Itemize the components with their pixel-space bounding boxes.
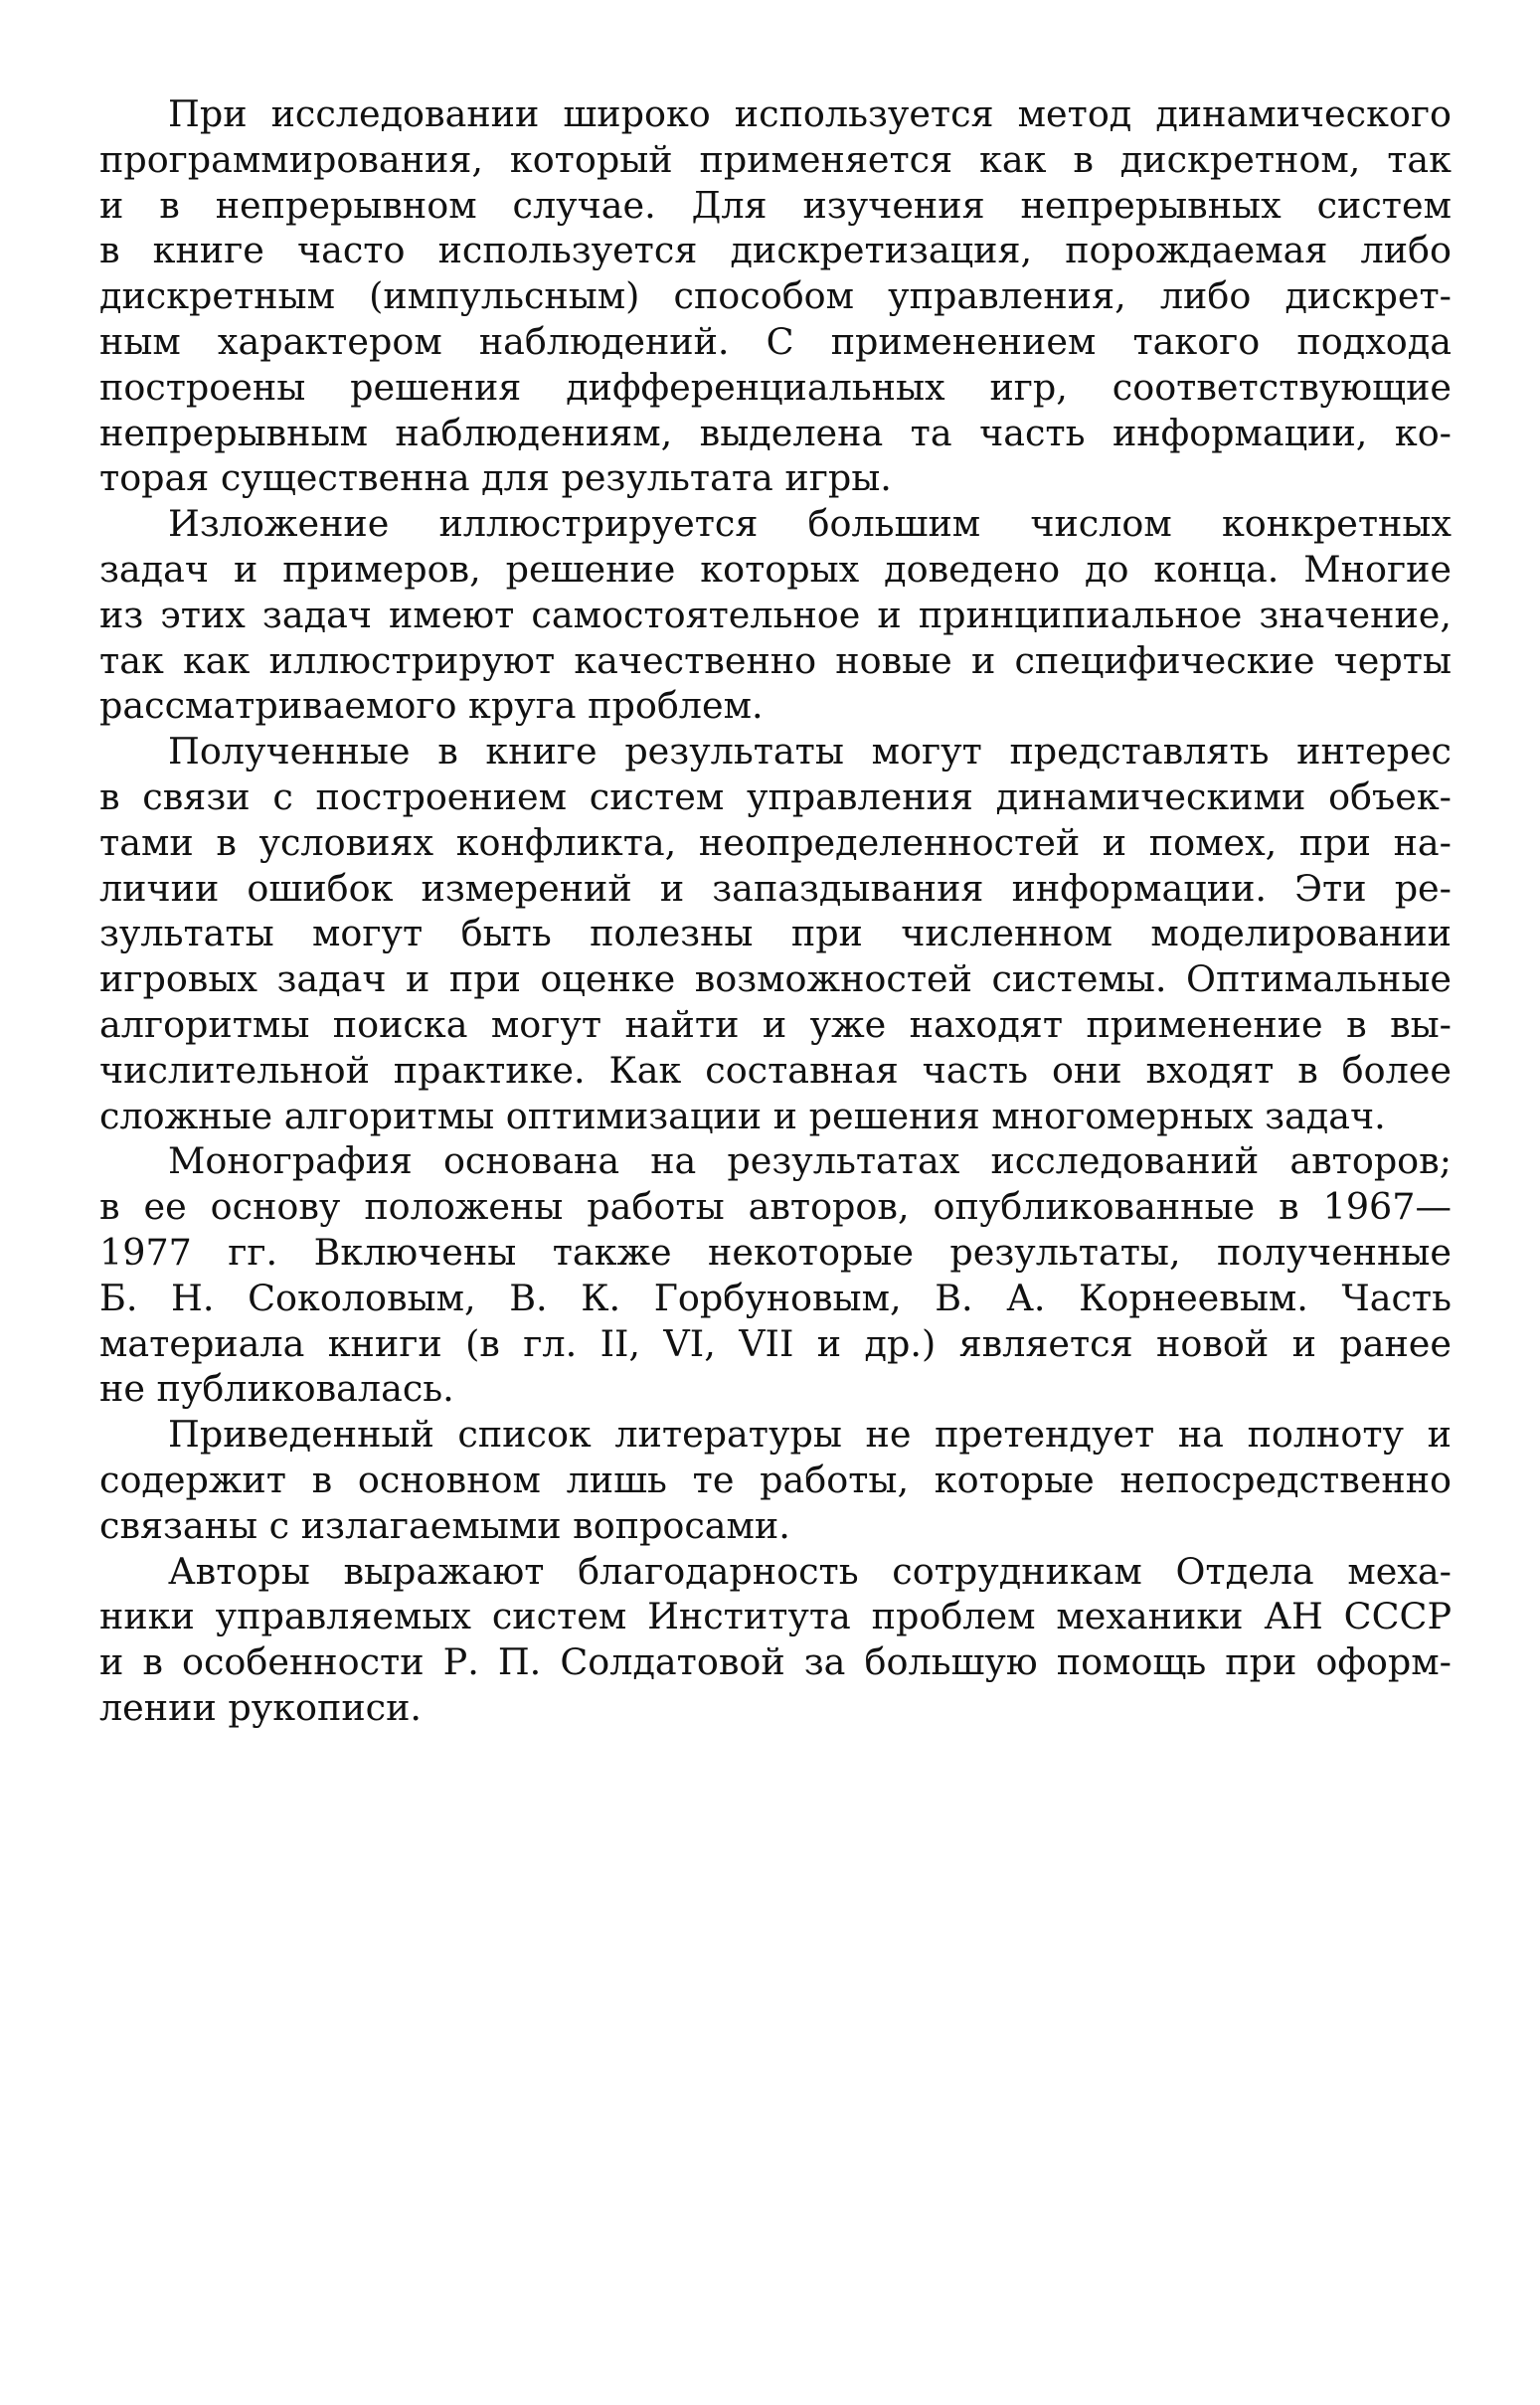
text-line: так как иллюстрируют качественно новые и специфические черты	[99, 638, 1452, 682]
text-line: в книге часто используется дискретизация, порождаемая либо	[99, 229, 1452, 272]
text-line: в связи с построением систем управления динамическими объек-	[99, 774, 1452, 818]
text-line: и в особенности Р. П. Солдатовой за большую помощь при оформ-	[99, 1640, 1452, 1684]
text-line: рассматриваемого круга проблем.	[99, 684, 764, 728]
paragraph-literature	[99, 1412, 1452, 1548]
text-line: Монография основана на результатах исследований авторов;	[168, 1139, 1452, 1183]
text-line: ники управляемых систем Института проблем механики АН СССР	[99, 1595, 1452, 1638]
text-line: торая существенна для результата игры.	[99, 456, 892, 500]
text-line: и в непрерывном случае. Для изучения непрерывных систем	[99, 183, 1452, 227]
text-line: алгоритмы поиска могут найти и уже находят применение в вы-	[99, 1002, 1452, 1046]
paragraph-method	[99, 91, 1452, 501]
text-line: материала книги (в гл. II, VI, VII и др.) является новой и ранее	[99, 1321, 1452, 1365]
text-line: 1977 гг. Включены также некоторые результаты, полученные	[99, 1230, 1452, 1274]
text-line: содержит в основном лишь те работы, которые непосредственно	[99, 1458, 1452, 1501]
paragraph-acknowledgments	[99, 1549, 1452, 1731]
text-line: сложные алгоритмы оптимизации и решения многомерных задач.	[99, 1094, 1386, 1137]
text-line: Изложение иллюстрируется большим числом конкретных	[168, 502, 1452, 546]
text-line: Полученные в книге результаты могут представлять интерес	[168, 730, 1452, 773]
text-line: непрерывным наблюдениям, выделена та часть информации, ко-	[99, 411, 1452, 454]
text-line: Б. Н. Соколовым, В. К. Горбуновым, В. А. Корнеевым. Часть	[99, 1276, 1452, 1319]
paragraph-examples	[99, 501, 1452, 729]
text-line: связаны с излагаемыми вопросами.	[99, 1503, 790, 1547]
text-line: При исследовании широко используется метод динамического	[168, 92, 1452, 135]
text-line: Приведенный список литературы не претендует на полноту и	[168, 1413, 1452, 1457]
text-line: лении рукописи.	[99, 1685, 423, 1729]
paragraph-results	[99, 729, 1452, 1138]
text-line: программирования, который применяется как в дискретном, так	[99, 137, 1452, 181]
text-line: игровых задач и при оценке возможностей системы. Оптимальные	[99, 957, 1452, 1001]
text-line: из этих задач имеют самостоятельное и принципиальное значение,	[99, 593, 1452, 636]
text-line: личии ошибок измерений и запаздывания информации. Эти ре-	[99, 866, 1452, 910]
text-line: ным характером наблюдений. С применением такого подхода	[99, 319, 1452, 363]
text-line: зультаты могут быть полезны при численном моделировании	[99, 912, 1452, 955]
body-text	[99, 91, 1452, 1731]
text-line: Авторы выражают благодарность сотрудникам Отдела меха-	[168, 1549, 1452, 1593]
text-line: не публиковалась.	[99, 1367, 454, 1411]
text-line: тами в условиях конфликта, неопределенностей и помех, при на-	[99, 820, 1452, 864]
text-line: числительной практике. Как составная часть они входят в более	[99, 1048, 1452, 1092]
text-line: в ее основу положены работы авторов, опубликованные в 1967—	[99, 1185, 1452, 1229]
text-line: дискретным (импульсным) способом управления, либо дискрет-	[99, 274, 1452, 318]
text-line: построены решения дифференциальных игр, соответствующие	[99, 365, 1452, 409]
text-line: задач и примеров, решение которых доведено до конца. Многие	[99, 547, 1452, 591]
paragraph-monograph	[99, 1138, 1452, 1412]
